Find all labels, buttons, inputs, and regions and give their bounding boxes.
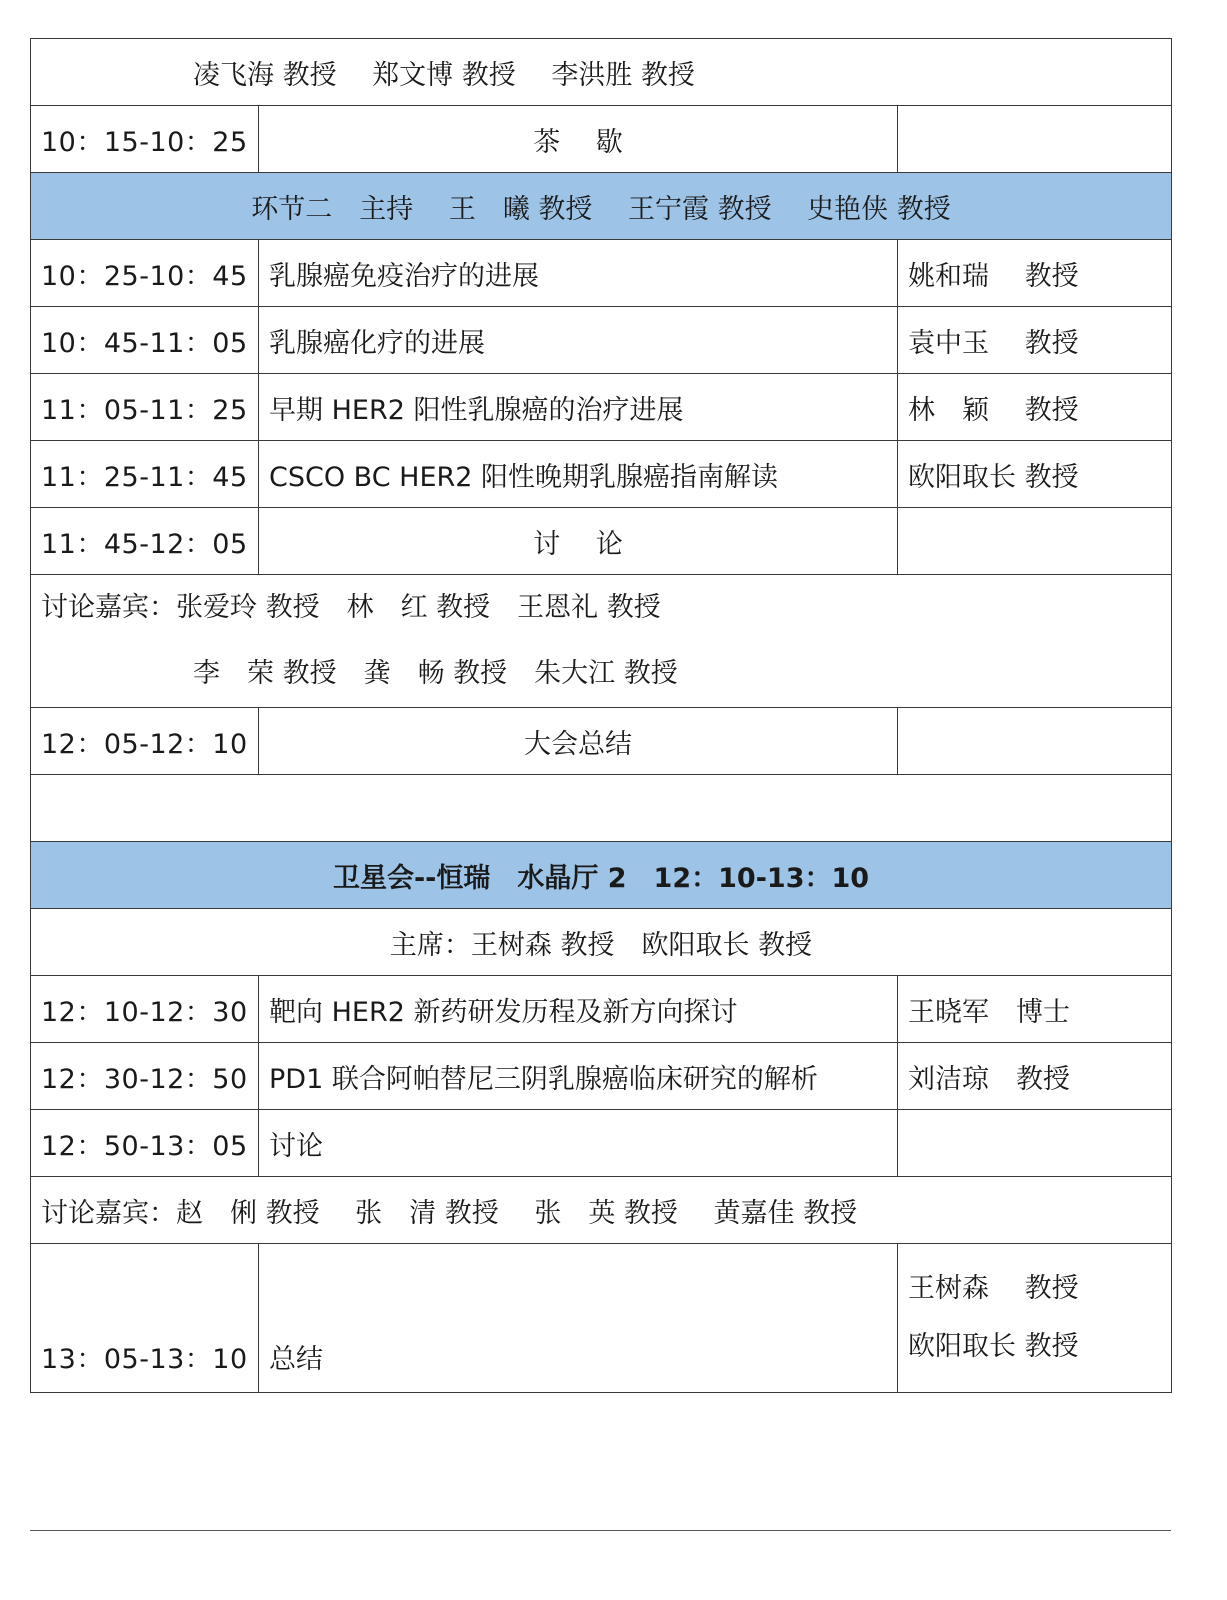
table-row bbox=[31, 1110, 1172, 1177]
chairs-row bbox=[31, 39, 1172, 106]
speaker-line-2: 欧阳取长 教授 bbox=[908, 1331, 1079, 1362]
table-row bbox=[31, 441, 1172, 508]
speaker-cell: 袁中玉 教授 bbox=[898, 307, 1172, 374]
spacer-cell bbox=[31, 775, 1172, 842]
time-cell: 12：30-12：50 bbox=[31, 1043, 259, 1110]
time-cell: 10：45-11：05 bbox=[31, 307, 259, 374]
speaker-cell bbox=[898, 508, 1172, 575]
topic-cell: 讨 论 bbox=[259, 508, 898, 575]
topic-cell: 早期 HER2 阳性乳腺癌的治疗进展 bbox=[259, 374, 898, 441]
time-cell: 11：25-11：45 bbox=[31, 441, 259, 508]
satellite-guests: 讨论嘉宾：赵 俐 教授 张 清 教授 张 英 教授 黄嘉佳 教授 bbox=[31, 1177, 1172, 1244]
table-row bbox=[31, 1043, 1172, 1110]
topic-cell: CSCO BC HER2 阳性晚期乳腺癌指南解读 bbox=[259, 441, 898, 508]
table-row bbox=[31, 508, 1172, 575]
time-cell: 13：05-13：10 bbox=[31, 1244, 259, 1393]
topic-cell: 总结 bbox=[259, 1244, 898, 1393]
speaker-cell bbox=[898, 106, 1172, 173]
chairs-names: 凌飞海 教授 郑文博 教授 李洪胜 教授 bbox=[31, 39, 1172, 106]
table-row bbox=[31, 708, 1172, 775]
topic-cell: 靶向 HER2 新药研发历程及新方向探讨 bbox=[259, 976, 898, 1043]
time-cell: 10：15-10：25 bbox=[31, 106, 259, 173]
speaker-line-1: 王树森 教授 bbox=[908, 1273, 1079, 1304]
speaker-cell bbox=[898, 708, 1172, 775]
table-row bbox=[31, 374, 1172, 441]
session-title: 环节二 主持 王 曦 教授 王宁霞 教授 史艳侠 教授 bbox=[31, 173, 1172, 240]
topic-cell: 乳腺癌免疫治疗的进展 bbox=[259, 240, 898, 307]
satellite-title: 卫星会--恒瑞 水晶厅 2 12：10-13：10 bbox=[31, 842, 1172, 909]
time-cell: 11：45-12：05 bbox=[31, 508, 259, 575]
time-cell: 11：05-11：25 bbox=[31, 374, 259, 441]
guests-line-2: 李 荣 教授 龚 畅 教授 朱大江 教授 bbox=[193, 658, 678, 689]
footer-divider bbox=[30, 1530, 1171, 1531]
table-row bbox=[31, 1244, 1172, 1393]
topic-cell: 讨论 bbox=[259, 1110, 898, 1177]
spacer-row bbox=[31, 775, 1172, 842]
speaker-cell bbox=[898, 1244, 1172, 1393]
speaker-cell: 欧阳取长 教授 bbox=[898, 441, 1172, 508]
table-row bbox=[31, 976, 1172, 1043]
topic-cell: 大会总结 bbox=[259, 708, 898, 775]
guests-row bbox=[31, 1177, 1172, 1244]
time-cell: 10：25-10：45 bbox=[31, 240, 259, 307]
topic-cell: 乳腺癌化疗的进展 bbox=[259, 307, 898, 374]
topic-cell: PD1 联合阿帕替尼三阴乳腺癌临床研究的解析 bbox=[259, 1043, 898, 1110]
schedule-table bbox=[30, 38, 1172, 1393]
guests-cell bbox=[31, 575, 1172, 708]
speaker-cell: 王晓军 博士 bbox=[898, 976, 1172, 1043]
table-row bbox=[31, 106, 1172, 173]
speaker-cell bbox=[898, 1110, 1172, 1177]
table-row bbox=[31, 240, 1172, 307]
guests-row bbox=[31, 575, 1172, 708]
time-cell: 12：50-13：05 bbox=[31, 1110, 259, 1177]
satellite-header bbox=[31, 842, 1172, 909]
time-cell: 12：10-12：30 bbox=[31, 976, 259, 1043]
speaker-cell: 刘洁琼 教授 bbox=[898, 1043, 1172, 1110]
session-header bbox=[31, 173, 1172, 240]
time-cell: 12：05-12：10 bbox=[31, 708, 259, 775]
speaker-cell: 姚和瑞 教授 bbox=[898, 240, 1172, 307]
satellite-chair: 主席：王树森 教授 欧阳取长 教授 bbox=[31, 909, 1172, 976]
speaker-cell: 林 颖 教授 bbox=[898, 374, 1172, 441]
topic-cell: 茶 歇 bbox=[259, 106, 898, 173]
chair-row bbox=[31, 909, 1172, 976]
table-row bbox=[31, 307, 1172, 374]
guests-line-1: 讨论嘉宾：张爱玲 教授 林 红 教授 王恩礼 教授 bbox=[41, 592, 661, 623]
